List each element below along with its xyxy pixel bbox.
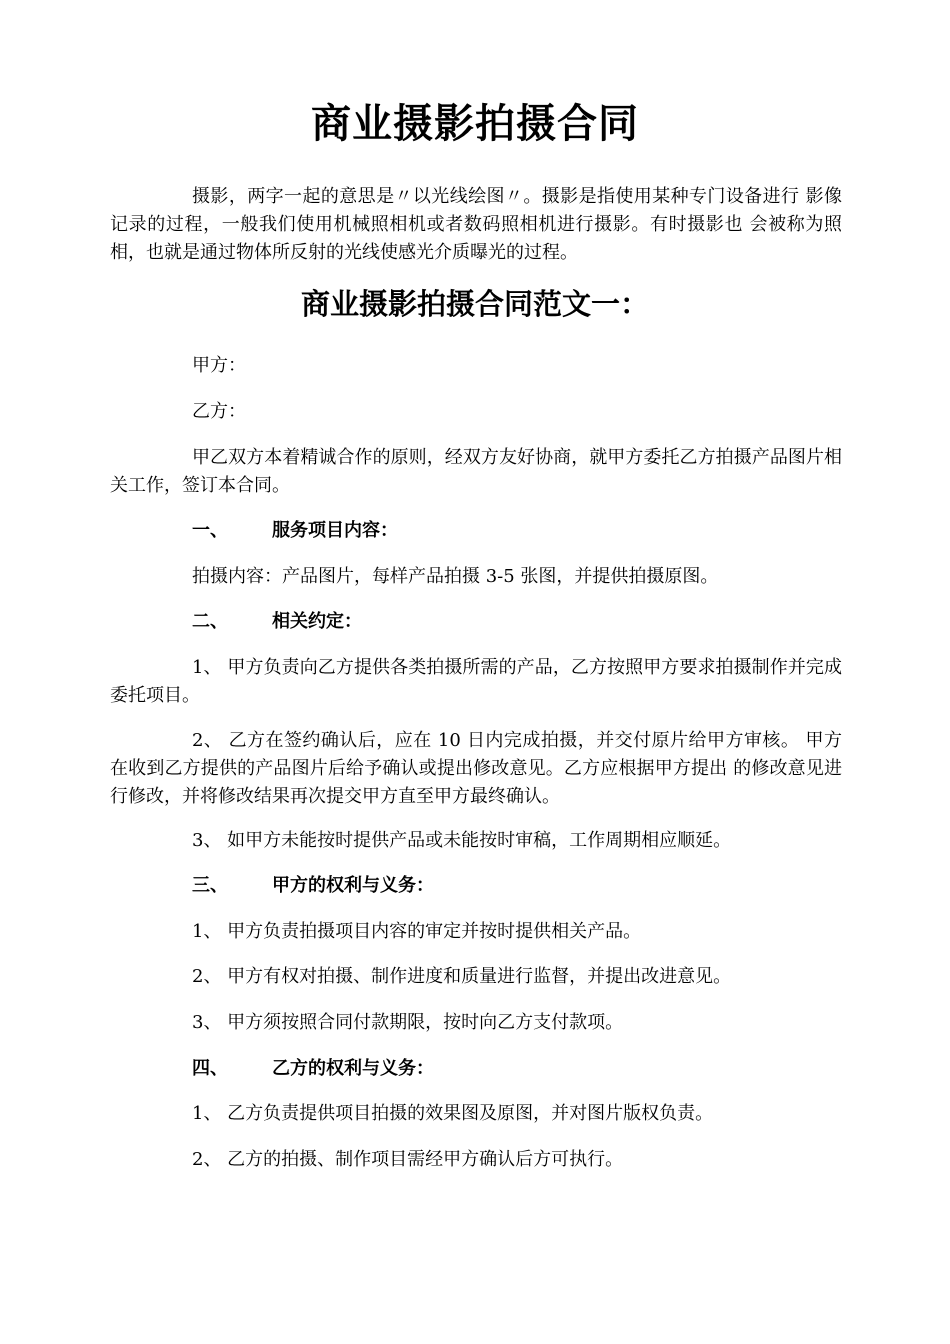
section-heading [192, 872, 434, 900]
section-heading [192, 517, 398, 545]
document-title: 商业摄影拍摄合同 [311, 100, 639, 147]
party-b-label: 乙方： [192, 401, 246, 422]
clause-item: 1、 甲方负责拍摄项目内容的审定并按时提供相关产品。 [192, 921, 642, 942]
section-title: 相关约定： [272, 611, 362, 632]
preamble-paragraph: 甲乙双方本着精诚合作的原则，经双方友好协商，就甲方委托乙方拍摄产品图片相关工作，签订本合同。 [110, 447, 842, 496]
contract-subtitle: 商业摄影拍摄合同范文一： [300, 287, 649, 321]
clause-item: 2、 甲方有权对拍摄、制作进度和质量进行监督，并提出改进意见。 [192, 966, 732, 987]
section-title: 甲方的权利与义务： [272, 875, 434, 896]
clause-item: 2、 乙方的拍摄、制作项目需经甲方确认后方可执行。 [192, 1149, 624, 1170]
party-a-label: 甲方： [192, 355, 246, 376]
clause-item: 2、 乙方在签约确认后，应在 10 日内完成拍摄，并交付原片给甲方审核。 甲方在收到乙方提供的产品图片后给予确认或提出修改意见。乙方应根据甲方提出 的修改意见进行修改，并将修改结果再次提交甲方直至甲方最终确认。 [110, 730, 842, 807]
section-number: 一、 [192, 520, 228, 541]
section-heading [192, 608, 362, 636]
section-number: 四、 [192, 1058, 228, 1079]
intro-paragraph: 摄影，两字一起的意思是〃以光线绘图〃。摄影是指使用某种专门设备进行 影像记录的过程，一般我们使用机械照相机或者数码照相机进行摄影。有时摄影也 会被称为照相，也就是通过物体所反射的光线使感光介质曝光的过程。 [110, 186, 842, 263]
clause-item: 3、 甲方须按照合同付款期限，按时向乙方支付款项。 [192, 1012, 624, 1033]
clause-item: 1、 甲方负责向乙方提供各类拍摄所需的产品，乙方按照甲方要求拍摄制作并完成委托项目。 [110, 657, 842, 706]
clause-item: 1、 乙方负责提供项目拍摄的效果图及原图，并对图片版权负责。 [192, 1103, 714, 1124]
clause-item: 3、 如甲方未能按时提供产品或未能按时审稿，工作周期相应顺延。 [192, 830, 732, 851]
section-heading [192, 1055, 434, 1083]
section-number: 三、 [192, 875, 228, 896]
clause-item: 拍摄内容：产品图片，每样产品拍摄 3-5 张图，并提供拍摄原图。 [192, 566, 719, 587]
section-title: 乙方的权利与义务： [272, 1058, 434, 1079]
section-number: 二、 [192, 611, 228, 632]
section-title: 服务项目内容： [272, 520, 398, 541]
